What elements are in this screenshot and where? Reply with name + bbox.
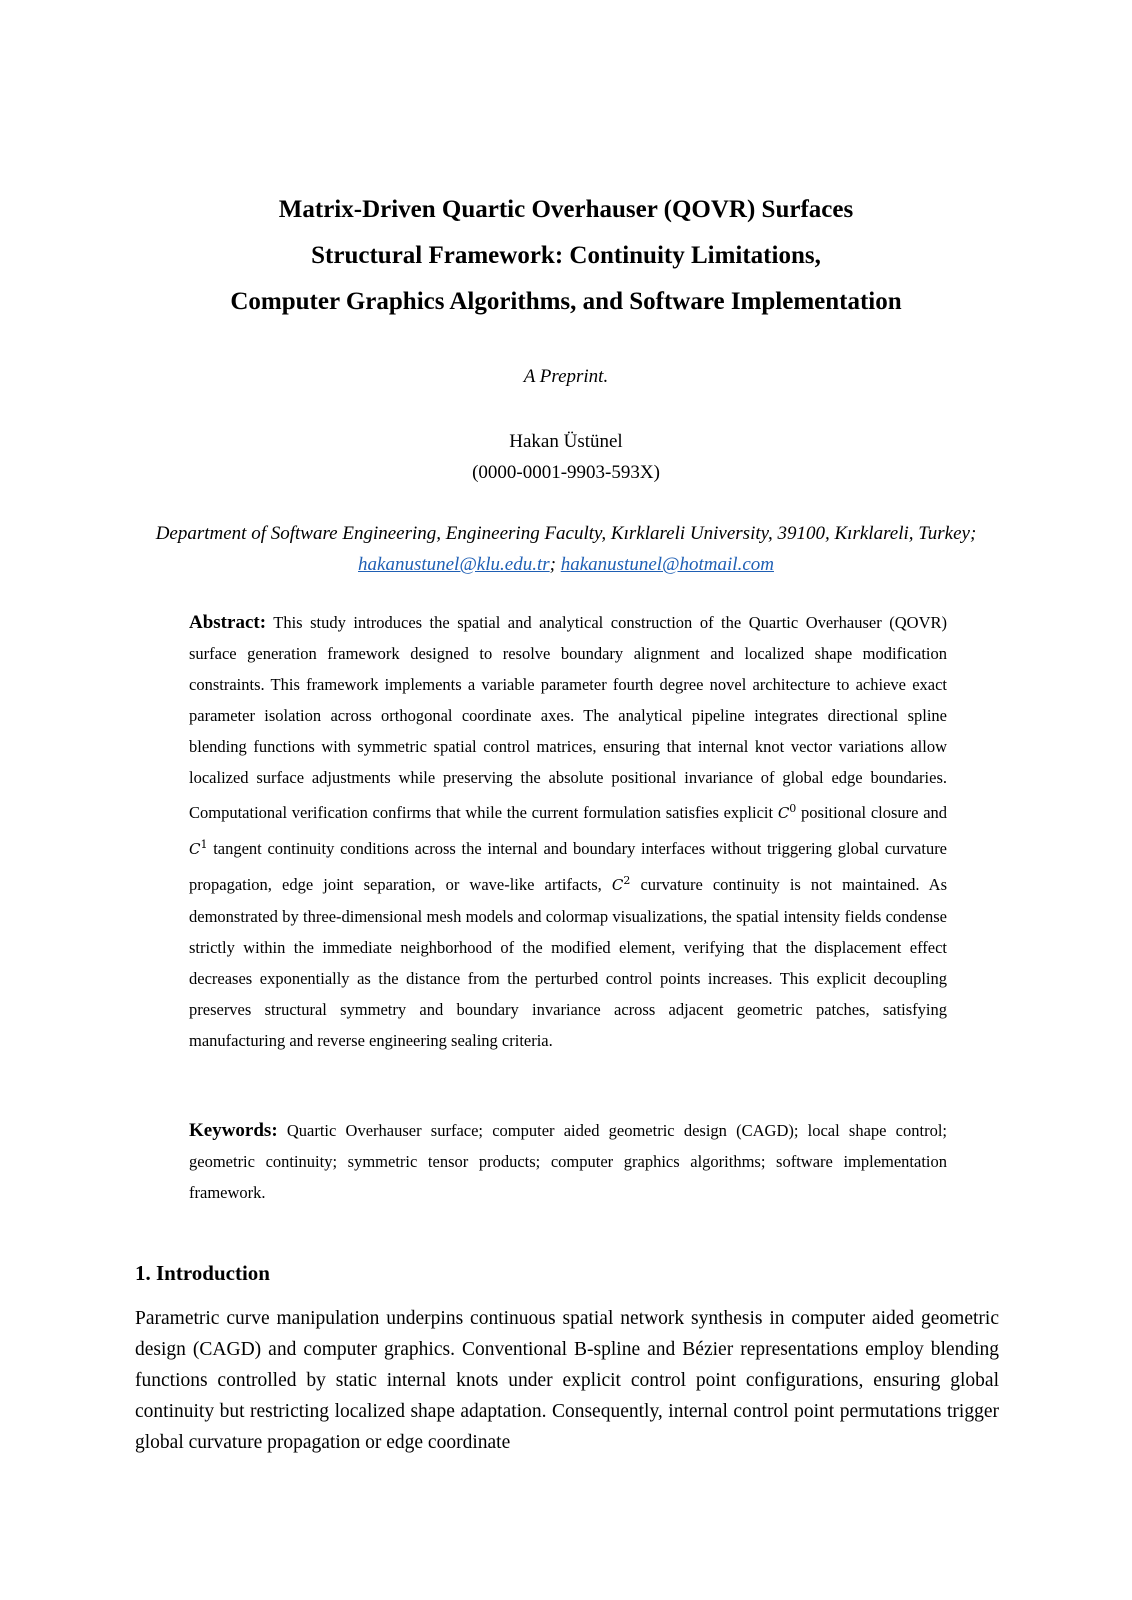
section-heading-introduction: 1. Introduction [135,1261,270,1285]
preprint-label: A Preprint. [523,366,609,387]
author-orcid: (0000-0001-9903-593X) [472,462,660,483]
email-separator: ; [549,554,556,575]
keywords [189,1115,947,1208]
paper-title [0,187,1132,325]
abstract-text-4: curvature continuity is not maintained. As demonstrated by three-dimensional mesh models and colormap visualizations, the spatial intensity fields condense strictly within the immediate neighborhood of the modified element, verifying that the displacement effect decreases exponentially as the distance from the perturbed control points increases. This explicit decoupling preserves structural symmetry and boundary invariance across adjacent geometric patches, satisfying manufacturing and reverse engineering sealing criteria. [189,875,948,1050]
title-line-2: Structural Framework: Continuity Limitations, [311,242,821,269]
email-link-hotmail[interactable]: hakanustunel@hotmail.com [560,554,774,575]
introduction-paragraph: Parametric curve manipulation underpins continuous spatial network synthesis in computer aided geometric design (CAGD) and computer graphics. Conventional B-spline and Bézier representations employ blending functions controlled by static internal knots under explicit control point configurations, ensuring global continuity but restricting localized shape adaptation. Consequently, internal control point permutations trigger global curvature propagation or edge coordinate [135,1308,999,1453]
abstract [189,607,947,1056]
affiliation-text: Department of Software Engineering, Engineering Faculty, Kırklareli University, 39100, Kırklareli, Turkey; [155,523,977,544]
author-name: Hakan Üstünel [509,431,623,452]
email-link-klu[interactable]: hakanustunel@klu.edu.tr [358,554,550,575]
keywords-text: Quartic Overhauser surface; computer aided geometric design (CAGD); local shape control; geometric continuity; symmetric tensor products; computer graphics algorithms; software implementation framework. [189,1121,947,1202]
author-block [0,426,1132,488]
title-line-1: Matrix-Driven Quartic Overhauser (QOVR) Surfaces [278,196,854,223]
title-line-3: Computer Graphics Algorithms, and Software Implementation [230,288,902,315]
math-c2: $C^2$ [611,874,631,894]
math-c1: $C^1$ [189,838,208,858]
keywords-label: Keywords: [189,1120,278,1141]
abstract-text-1: This study introduces the spatial and analytical construction of the Quartic Overhauser (QOVR) surface generation framework designed to resolve boundary alignment and localized shape modification constraints. This framework implements a variable parameter fourth degree novel architecture to achieve exact parameter isolation across orthogonal coordinate axes. The analytical pipeline integrates directional spline blending functions with symmetric spatial control matrices, ensuring that internal knot vector variations allow localized surface adjustments while preserving the absolute positional invariance of global edge boundaries. Computational verification confirms that while the current formulation satisfies explicit [189,613,947,822]
math-c0: $C^0$ [777,802,797,822]
affiliation [140,518,992,580]
abstract-text-3: tangent continuity conditions across the internal and boundary interfaces without triggering global curvature propagation, edge joint separation, or wave-like artifacts, [189,839,948,894]
abstract-label: Abstract: [189,612,267,633]
abstract-text-2: positional closure and [801,803,948,822]
